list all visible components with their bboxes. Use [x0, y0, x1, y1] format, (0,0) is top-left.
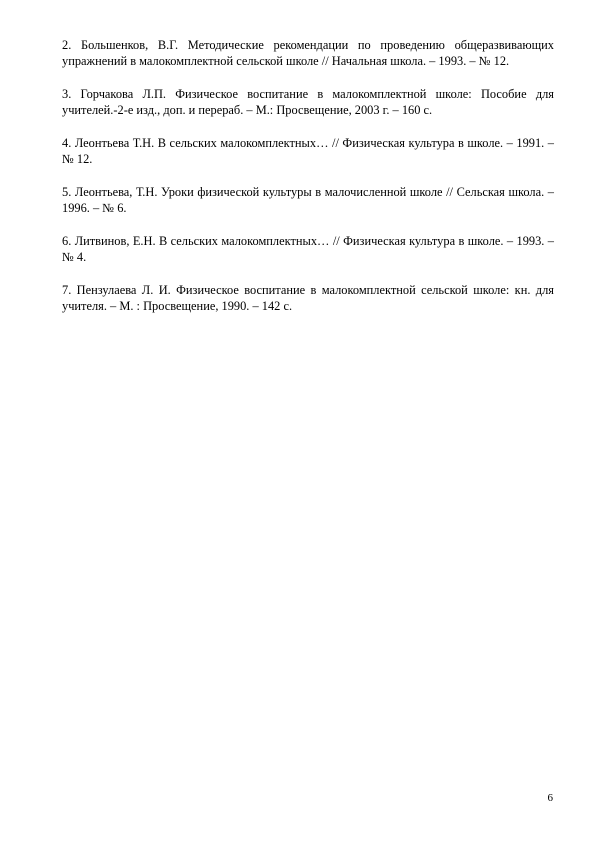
- reference-list: [62, 37, 554, 331]
- reference-item: 6. Литвинов, Е.Н. В сельских малокомплектных… // Физическая культура в школе. – 1993. – № 4.: [62, 234, 554, 264]
- page-number: 6: [547, 792, 553, 804]
- reference-item: 7. Пензулаева Л. И. Физическое воспитание в малокомплектной сельской школе: кн. для учителя. – М. : Просвещение, 1990. – 142 с.: [62, 283, 554, 313]
- reference-item: 5. Леонтьева, Т.Н. Уроки физической культуры в малочисленной школе // Сельская школа. – 1996. – № 6.: [62, 185, 554, 215]
- reference-item: 3. Горчакова Л.П. Физическое воспитание в малокомплектной школе: Пособие для учителей.-2-е изд., доп. и перераб. – М.: Просвещение, 2003 г. – 160 с.: [62, 87, 554, 117]
- reference-item: 4. Леонтьева Т.Н. В сельских малокомплектных… // Физическая культура в школе. – 1991. – № 12.: [62, 136, 554, 166]
- reference-item: 2. Большенков, В.Г. Методические рекомендации по проведению общеразвивающих упражнений в малокомплектной сельской школе // Начальная школа. – 1993. – № 12.: [62, 38, 554, 68]
